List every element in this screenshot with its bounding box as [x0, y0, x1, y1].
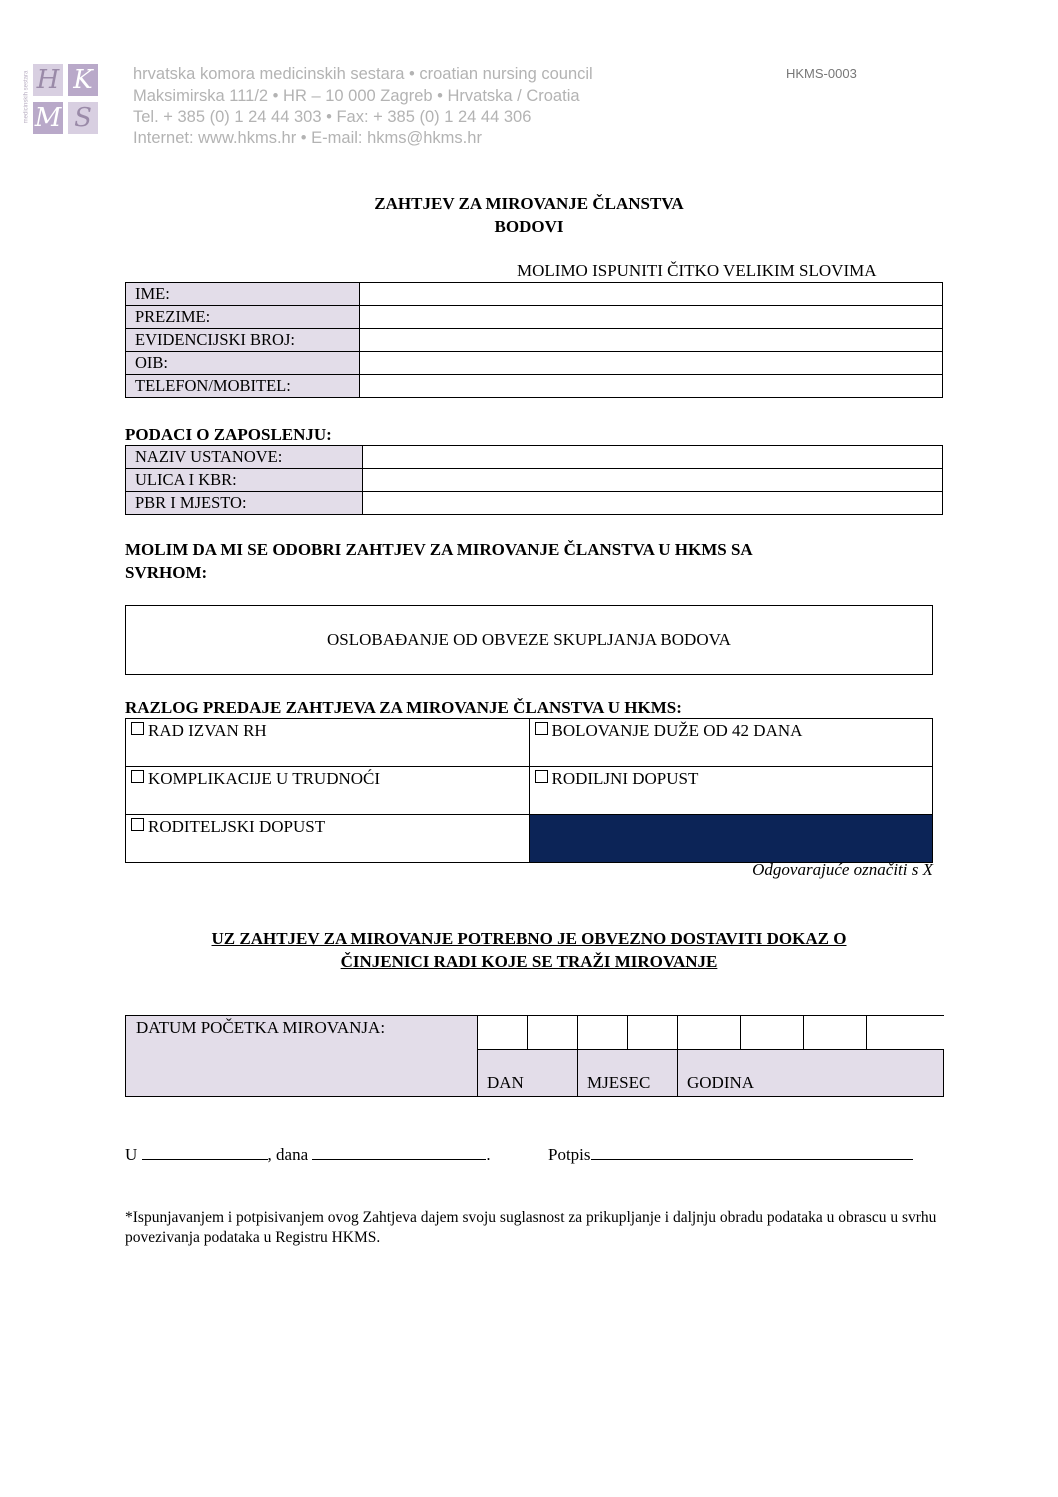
reasons-heading: RAZLOG PREDAJE ZAHTJEVA ZA MIROVANJE ČLANSTVA U HKMS: [125, 698, 682, 717]
divider [577, 1049, 578, 1096]
table-row [126, 767, 933, 815]
table-row [126, 283, 943, 306]
request-statement: MOLIM DA MI SE ODOBRI ZAHTJEV ZA MIROVANJE ČLANSTVA U HKMS SA [125, 540, 753, 559]
day-label: DAN [487, 1073, 524, 1092]
signature-line [548, 1143, 913, 1165]
table-row [126, 329, 943, 352]
place-field[interactable] [142, 1143, 268, 1160]
table-row [126, 306, 943, 329]
reason-option[interactable] [529, 767, 933, 815]
form-title: ZAHTJEV ZA MIROVANJE ČLANSTVA [374, 194, 684, 213]
table-row [126, 446, 943, 469]
institution-field[interactable] [363, 446, 943, 469]
checkbox-icon[interactable] [535, 722, 548, 735]
reason-label: RODITELJSKI DOPUST [148, 817, 326, 836]
filled-cell [529, 815, 933, 863]
consent-note: *Ispunjavanjem i potpisivanjem ovog Zahtjeva dajem svoju suglasnost za prikupljanje i daljnju obradu podataka u obrascu u svrhu povezivanja podataka u Registru HKMS. [125, 1209, 937, 1246]
date-digit-box[interactable] [866, 1016, 944, 1050]
name-field[interactable] [360, 283, 943, 306]
start-date-label: DATUM POČETKA MIROVANJA: [136, 1018, 386, 1037]
reason-option[interactable] [126, 767, 530, 815]
date-digit-box[interactable] [527, 1016, 578, 1050]
date-digit-box[interactable] [627, 1016, 678, 1050]
reason-label: RAD IZVAN RH [148, 721, 267, 740]
field-label: PBR I MJESTO: [126, 492, 363, 515]
date-digit-box[interactable] [577, 1016, 628, 1050]
header-phone-fax: Tel. + 385 (0) 1 24 44 303 • Fax: + 385 (0) 1 24 44 306 [133, 108, 532, 126]
field-label: PREZIME: [126, 306, 360, 329]
checkbox-icon[interactable] [535, 770, 548, 783]
header-web-email: Internet: www.hkms.hr • E-mail: hkms@hkms.hr [133, 129, 482, 147]
reason-option[interactable] [126, 719, 530, 767]
mark-with-x-note: Odgovarajuće označiti s X [752, 860, 933, 879]
header-address: Maksimirska 111/2 • HR – 10 000 Zagreb • Hrvatska / Croatia [133, 87, 580, 105]
date-digit-box[interactable] [477, 1016, 528, 1050]
logo-letter-m: M [34, 103, 62, 133]
year-label: GODINA [687, 1073, 755, 1092]
purpose-box [125, 605, 933, 675]
reason-label: BOLOVANJE DUŽE OD 42 DANA [551, 721, 803, 740]
table-row [126, 469, 943, 492]
postcode-city-field[interactable] [363, 492, 943, 515]
date-prefix: , dana [267, 1145, 309, 1164]
month-label: MJESEC [587, 1073, 651, 1092]
date-digit-box[interactable] [740, 1016, 804, 1050]
table-row [126, 815, 933, 863]
checkbox-icon[interactable] [131, 770, 144, 783]
form-code: HKMS-0003 [786, 66, 857, 81]
logo-letter-h: H [33, 64, 63, 96]
phone-field[interactable] [360, 375, 943, 398]
signature-field[interactable] [591, 1143, 913, 1160]
signature-label: Potpis [548, 1145, 591, 1164]
request-statement-cont: SVRHOM: [125, 563, 208, 582]
table-row [126, 352, 943, 375]
registration-number-field[interactable] [360, 329, 943, 352]
reason-label: KOMPLIKACIJE U TRUDNOĆI [148, 769, 381, 788]
fill-instruction: MOLIMO ISPUNITI ČITKO VELIKIM SLOVIMA [517, 261, 877, 280]
requirement-notice: UZ ZAHTJEV ZA MIROVANJE POTREBNO JE OBVEZNO DOSTAVITI DOKAZ O [211, 929, 847, 948]
checkbox-icon[interactable] [131, 722, 144, 735]
form-subtitle: BODOVI [494, 217, 564, 236]
table-row [126, 492, 943, 515]
field-label: ULICA I KBR: [126, 469, 363, 492]
surname-field[interactable] [360, 306, 943, 329]
table-row [126, 719, 933, 767]
date-suffix: . [486, 1145, 491, 1164]
reason-label: RODILJNI DOPUST [551, 769, 699, 788]
reason-option[interactable] [126, 815, 530, 863]
logo-side-text: medicinskih sestara [23, 70, 30, 124]
oib-field[interactable] [360, 352, 943, 375]
start-date-box [125, 1015, 944, 1097]
purpose-text: OSLOBAĐANJE OD OBVEZE SKUPLJANJA BODOVA [327, 630, 731, 649]
street-field[interactable] [363, 469, 943, 492]
field-label: EVIDENCIJSKI BROJ: [126, 329, 360, 352]
logo-letter-k: K [68, 64, 98, 96]
field-label: OIB: [126, 352, 360, 375]
employment-heading: PODACI O ZAPOSLENJU: [125, 425, 332, 444]
reason-option[interactable] [529, 719, 933, 767]
employment-table [125, 445, 943, 515]
hkms-logo [23, 58, 108, 142]
requirement-notice-cont: ČINJENICI RADI KOJE SE TRAŽI MIROVANJE [340, 952, 718, 971]
place-prefix: U [125, 1145, 138, 1164]
reasons-table [125, 718, 933, 863]
divider [677, 1049, 678, 1096]
date-digit-box[interactable] [677, 1016, 741, 1050]
field-label: TELEFON/MOBITEL: [126, 375, 360, 398]
date-field[interactable] [312, 1143, 486, 1160]
date-digit-box[interactable] [803, 1016, 867, 1050]
field-label: NAZIV USTANOVE: [126, 446, 363, 469]
logo-letter-s: S [68, 102, 98, 134]
header-org-name: hrvatska komora medicinskih sestara • croatian nursing council [133, 65, 593, 83]
divider [477, 1049, 478, 1096]
checkbox-icon[interactable] [131, 818, 144, 831]
table-row [126, 375, 943, 398]
place-date-line [125, 1143, 491, 1165]
field-label: IME: [126, 283, 360, 306]
personal-data-table [125, 282, 943, 398]
